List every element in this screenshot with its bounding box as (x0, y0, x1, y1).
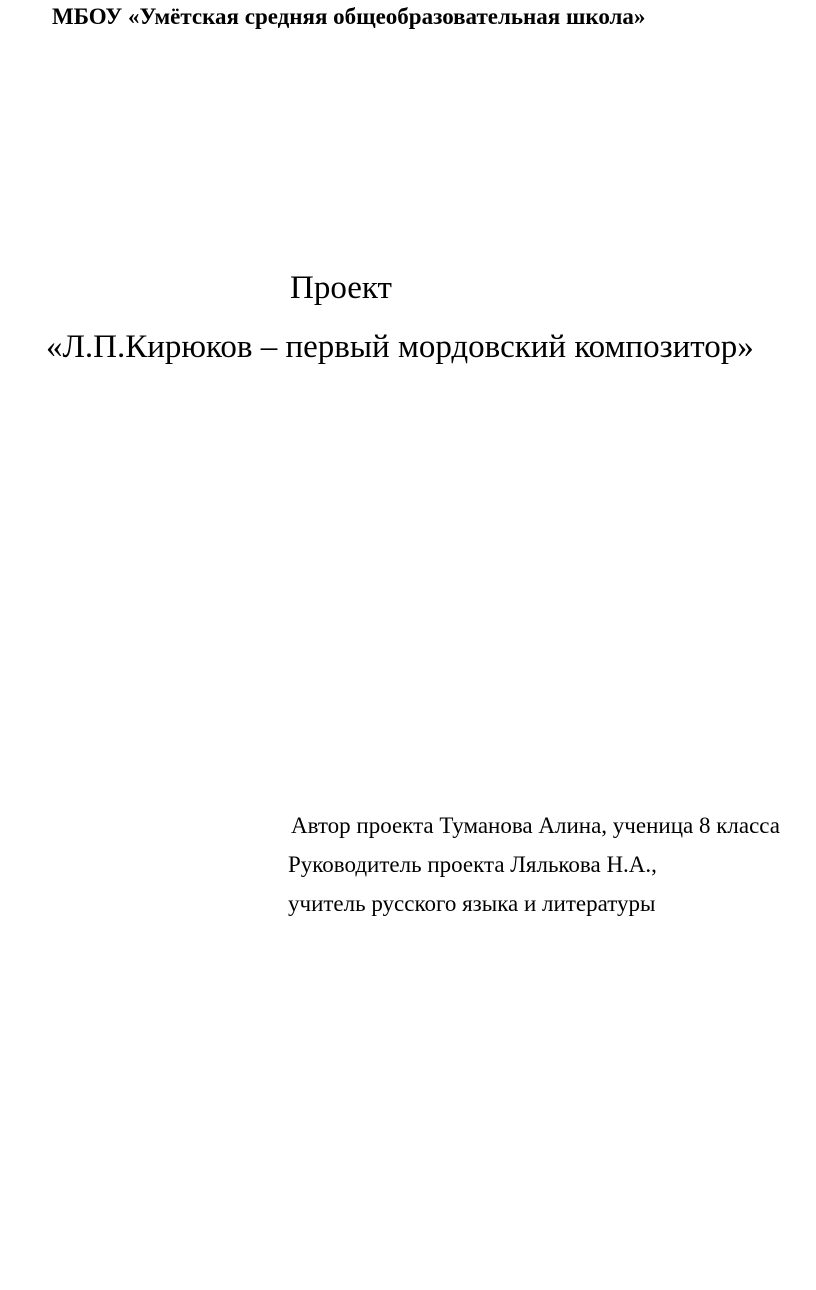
supervisor-role-line: учитель русского языка и литературы (288, 891, 656, 916)
project-label: Проект (290, 270, 392, 306)
author-line: Автор проекта Туманова Алина, ученица 8 класса (291, 813, 780, 838)
credits-block (288, 806, 780, 923)
project-title: «Л.П.Кирюков – первый мордовский композитор» (46, 329, 754, 365)
supervisor-line: Руководитель проекта Лялькова Н.А., (288, 852, 657, 877)
school-name: МБОУ «Умётская средняя общеобразовательная школа» (52, 4, 646, 29)
